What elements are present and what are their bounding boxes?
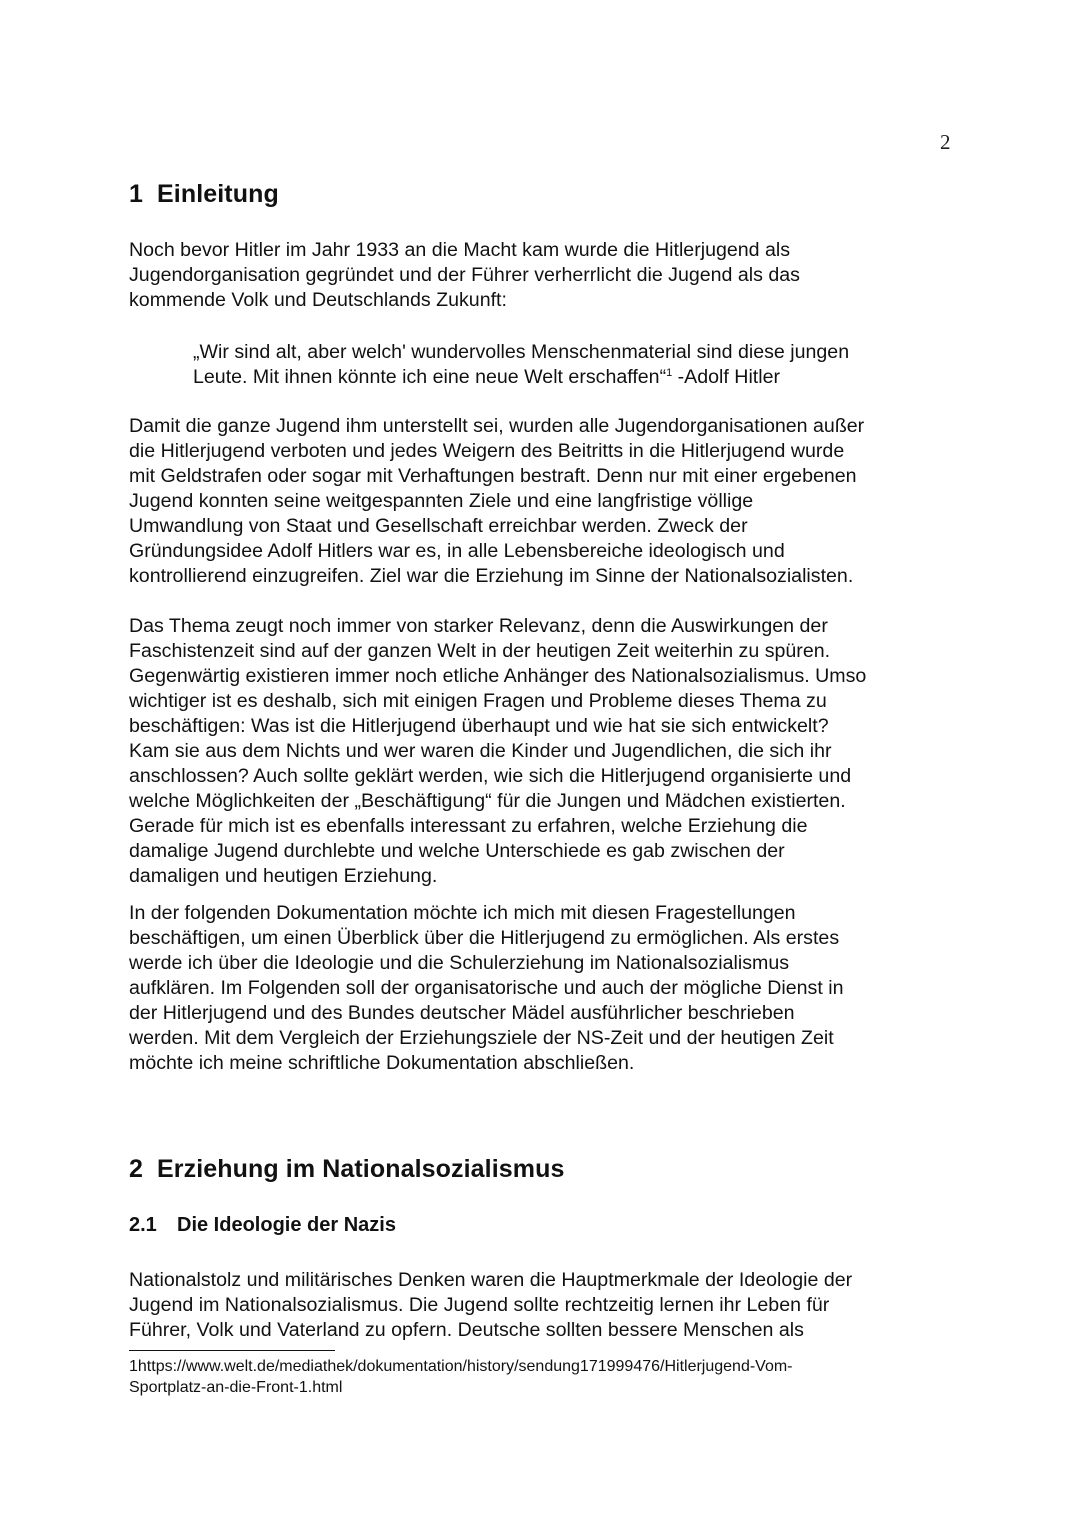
text-line: Kam sie aus dem Nichts und wer waren die Kinder und Jugendlichen, die sich ihr xyxy=(129,740,832,762)
section-number: 2 xyxy=(129,1155,144,1183)
text-line: beschäftigen, um einen Überblick über die Hitlerjugend zu ermöglichen. Als erstes xyxy=(129,927,840,949)
paragraph-intro xyxy=(129,238,959,313)
text-line: werden. Mit dem Vergleich der Erziehungsziele der NS-Zeit und der heutigen Zeit xyxy=(129,1027,834,1049)
subsection-number: 2.1 xyxy=(129,1214,157,1236)
text-line: Führer, Volk und Vaterland zu opfern. Deutsche sollten bessere Menschen als xyxy=(129,1319,804,1341)
text-line: beschäftigen: Was ist die Hitlerjugend überhaupt und wie hat sie sich entwickelt? xyxy=(129,715,829,737)
paragraph-2 xyxy=(129,414,959,589)
quote-text: Leute. Mit ihnen könnte ich eine neue Welt erschaffen“ xyxy=(193,366,667,388)
text-line: kommende Volk und Deutschlands Zukunft: xyxy=(129,289,507,311)
section-heading-1 xyxy=(129,180,279,209)
text-line: Jugendorganisation gegründet und der Führer verherrlicht die Jugend als das xyxy=(129,264,800,286)
text-line: damaligen und heutigen Erziehung. xyxy=(129,865,438,887)
text-line: mit Geldstrafen oder sogar mit Verhaftungen bestraft. Denn nur mit einer ergebenen xyxy=(129,465,857,487)
text-line: anschlossen? Auch sollte geklärt werden, wie sich die Hitlerjugend organisierte und xyxy=(129,765,852,787)
text-line: damalige Jugend durchlebte und welche Unterschiede es gab zwischen der xyxy=(129,840,785,862)
text-line: Gegenwärtig existieren immer noch etliche Anhänger des Nationalsozialismus. Umso xyxy=(129,665,867,687)
paragraph-4 xyxy=(129,901,959,1076)
text-line: Noch bevor Hitler im Jahr 1933 an die Macht kam wurde die Hitlerjugend als xyxy=(129,239,791,261)
text-line: die Hitlerjugend verboten und jedes Weigern des Beitritts in die Hitlerjugend wurde xyxy=(129,440,845,462)
footnote-separator xyxy=(129,1350,335,1351)
section-title: Einleitung xyxy=(157,180,279,208)
text-line: Gerade für mich ist es ebenfalls interessant zu erfahren, welche Erziehung die xyxy=(129,815,808,837)
text-line: wichtiger ist es deshalb, sich mit einigen Fragen und Probleme dieses Thema zu xyxy=(129,690,827,712)
footnote-line[interactable]: Sportplatz-an-die-Front-1.html xyxy=(129,1379,343,1396)
text-line: welche Möglichkeiten der „Beschäftigung“ für die Jungen und Mädchen existierten. xyxy=(129,790,846,812)
footnote-line[interactable]: 1https://www.welt.de/mediathek/dokumentation/history/sendung171999476/Hitlerjugend-Vom- xyxy=(129,1358,793,1375)
text-line: Das Thema zeugt noch immer von starker Relevanz, denn die Auswirkungen der xyxy=(129,615,828,637)
section-title: Erziehung im Nationalsozialismus xyxy=(157,1155,565,1183)
subsection-title: Die Ideologie der Nazis xyxy=(177,1214,396,1236)
text-line: der Hitlerjugend und des Bundes deutscher Mädel ausführlicher beschrieben xyxy=(129,1002,795,1024)
text-line: kontrollierend einzugreifen. Ziel war die Erziehung im Sinne der Nationalsozialisten. xyxy=(129,565,854,587)
text-line: Faschistenzeit sind auf der ganzen Welt in der heutigen Zeit weiterhin zu spüren. xyxy=(129,640,831,662)
text-line: Gründungsidee Adolf Hitlers war es, in alle Lebensbereiche ideologisch und xyxy=(129,540,785,562)
quote-attribution: -Adolf Hitler xyxy=(672,366,781,388)
text-line: Jugend konnten seine weitgespannten Ziele und eine langfristige völlige xyxy=(129,490,754,512)
text-line: Umwandlung von Staat und Gesellschaft erreichbar werden. Zweck der xyxy=(129,515,748,537)
text-line: Nationalstolz und militärisches Denken waren die Hauptmerkmale der Ideologie der xyxy=(129,1269,853,1291)
text-line: möchte ich meine schriftliche Dokumentation abschließen. xyxy=(129,1052,635,1074)
paragraph-5 xyxy=(129,1268,959,1343)
section-number: 1 xyxy=(129,180,144,208)
text-line: Jugend im Nationalsozialismus. Die Jugend sollte rechtzeitig lernen ihr Leben für xyxy=(129,1294,830,1316)
footnote-1 xyxy=(129,1356,793,1398)
quote-line xyxy=(193,365,953,390)
section-heading-2 xyxy=(129,1155,564,1184)
page-number: 2 xyxy=(940,130,951,154)
footnote-reference[interactable]: 1 xyxy=(666,367,673,379)
text-line: Damit die ganze Jugend ihm unterstellt sei, wurden alle Jugendorganisationen außer xyxy=(129,415,865,437)
quote-line: „Wir sind alt, aber welch' wundervolles Menschenmaterial sind diese jungen xyxy=(193,341,850,363)
block-quote xyxy=(193,340,953,390)
text-line: In der folgenden Dokumentation möchte ich mich mit diesen Fragestellungen xyxy=(129,902,796,924)
paragraph-3 xyxy=(129,614,959,889)
text-line: werde ich über die Ideologie und die Schulerziehung im Nationalsozialismus xyxy=(129,952,790,974)
subsection-heading-2-1 xyxy=(129,1214,396,1237)
text-line: aufklären. Im Folgenden soll der organisatorische und auch der mögliche Dienst in xyxy=(129,977,844,999)
